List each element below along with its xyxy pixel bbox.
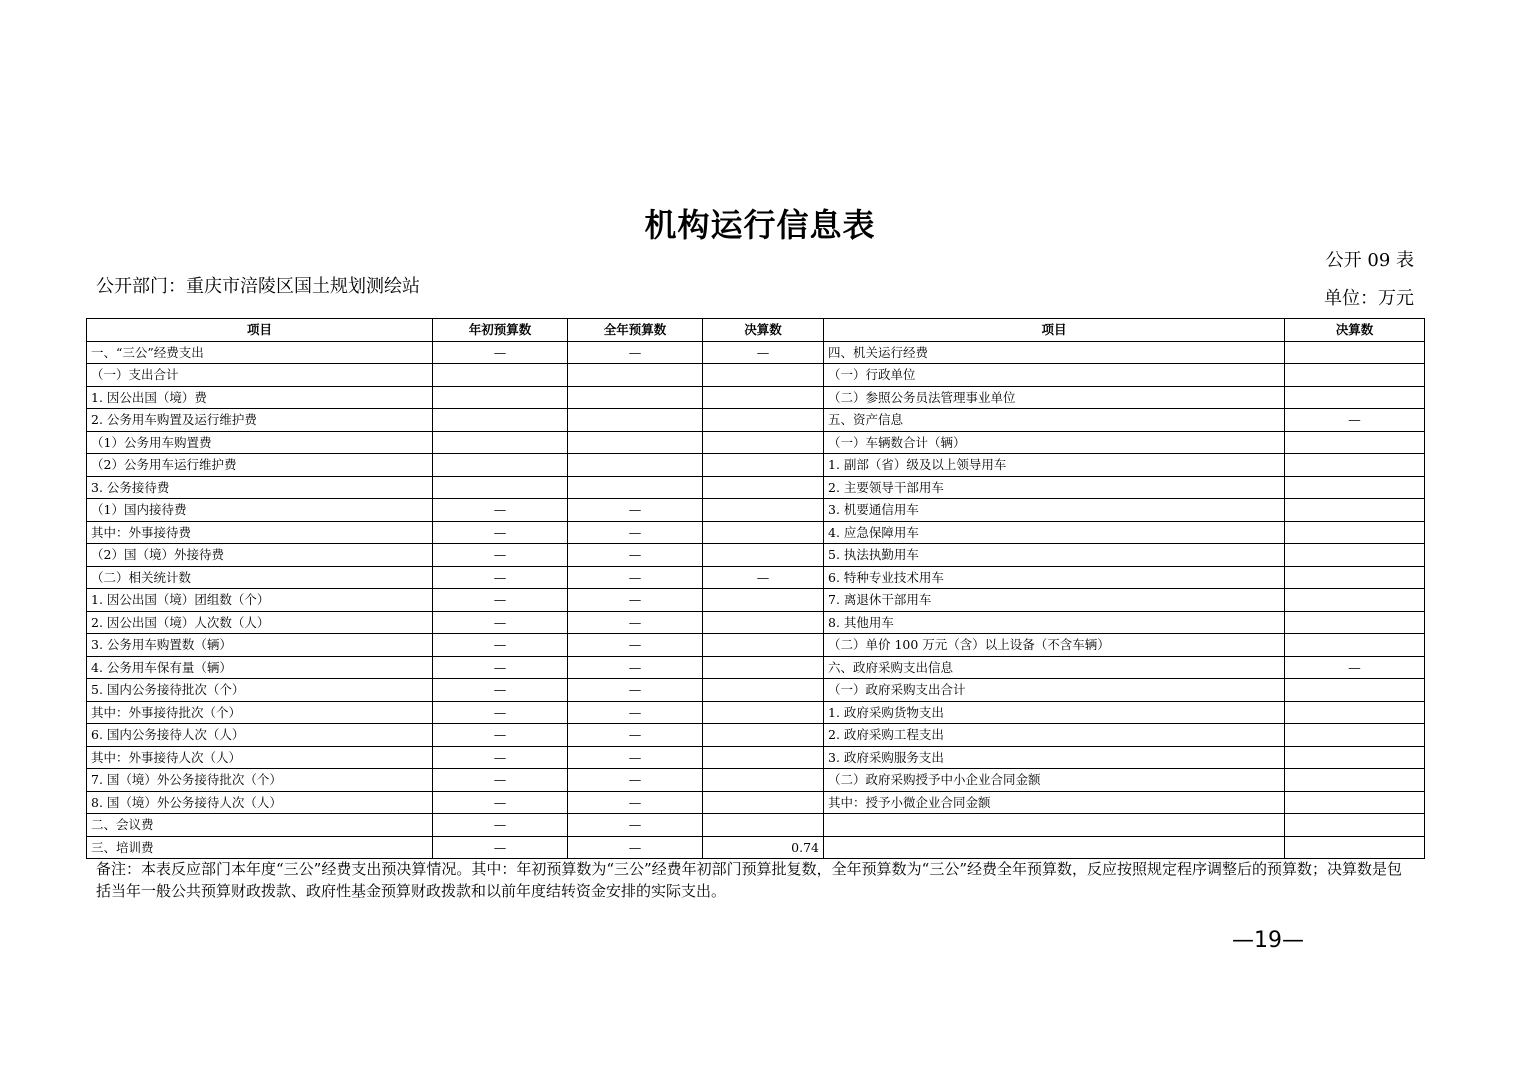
- item-right-cell: 四、机关运行经费: [824, 341, 1285, 364]
- initial-budget-cell: —: [433, 679, 568, 702]
- annual-budget-cell: [568, 454, 703, 477]
- initial-budget-cell: [433, 454, 568, 477]
- item-right-cell: 2. 主要领导干部用车: [824, 476, 1285, 499]
- annual-budget-cell: [568, 431, 703, 454]
- item-right-cell: 3. 政府采购服务支出: [824, 746, 1285, 769]
- item-right-cell: （一）政府采购支出合计: [824, 679, 1285, 702]
- item-left-cell: 5. 国内公务接待批次（个）: [87, 679, 433, 702]
- final-account-right-cell: [1285, 634, 1425, 657]
- table-row: [87, 679, 1425, 702]
- item-left-cell: 三、培训费: [87, 836, 433, 859]
- item-left-cell: （2）国（境）外接待费: [87, 544, 433, 567]
- table-row: [87, 341, 1425, 364]
- table-row: [87, 836, 1425, 859]
- final-account-left-cell: [703, 589, 824, 612]
- table-row: [87, 386, 1425, 409]
- initial-budget-cell: —: [433, 634, 568, 657]
- item-right-cell: 六、政府采购支出信息: [824, 656, 1285, 679]
- item-right-cell: [824, 814, 1285, 837]
- item-left-cell: 一、“三公”经费支出: [87, 341, 433, 364]
- item-left-cell: （1）国内接待费: [87, 499, 433, 522]
- table-row: [87, 634, 1425, 657]
- unit-label: 单位：万元: [1324, 288, 1414, 309]
- item-right-cell: 3. 机要通信用车: [824, 499, 1285, 522]
- header-item-left: 项目: [87, 319, 433, 342]
- initial-budget-cell: —: [433, 611, 568, 634]
- final-account-right-cell: [1285, 521, 1425, 544]
- initial-budget-cell: —: [433, 499, 568, 522]
- annual-budget-cell: —: [568, 836, 703, 859]
- annual-budget-cell: —: [568, 499, 703, 522]
- final-account-right-cell: [1285, 679, 1425, 702]
- final-account-right-cell: [1285, 769, 1425, 792]
- final-account-right-cell: [1285, 476, 1425, 499]
- final-account-right-cell: [1285, 791, 1425, 814]
- final-account-left-cell: [703, 409, 824, 432]
- final-account-left-cell: [703, 656, 824, 679]
- final-account-right-cell: [1285, 589, 1425, 612]
- table-row: [87, 499, 1425, 522]
- table-row: [87, 746, 1425, 769]
- item-right-cell: （一）行政单位: [824, 364, 1285, 387]
- table-row: [87, 409, 1425, 432]
- annual-budget-cell: [568, 386, 703, 409]
- table-row: [87, 476, 1425, 499]
- initial-budget-cell: [433, 431, 568, 454]
- item-right-cell: （二）单价 100 万元（含）以上设备（不含车辆）: [824, 634, 1285, 657]
- initial-budget-cell: —: [433, 746, 568, 769]
- annual-budget-cell: —: [568, 701, 703, 724]
- item-right-cell: [824, 836, 1285, 859]
- item-right-cell: 4. 应急保障用车: [824, 521, 1285, 544]
- initial-budget-cell: [433, 386, 568, 409]
- final-account-left-cell: 0.74: [703, 836, 824, 859]
- footnote: 备注：本表反应部门本年度“三公”经费支出预决算情况。其中：年初预算数为“三公”经费年初部门预算批复数，全年预算数为“三公”经费全年预算数，反应按照规定程序调整后的预算数；决算数是包括当年一般公共预算财政拨款、政府性基金预算财政拨款和以前年度结转资金安排的实际支出。: [96, 860, 1403, 900]
- info-table: [86, 318, 1425, 859]
- initial-budget-cell: —: [433, 701, 568, 724]
- final-account-left-cell: [703, 814, 824, 837]
- annual-budget-cell: —: [568, 814, 703, 837]
- final-account-left-cell: [703, 364, 824, 387]
- final-account-left-cell: [703, 544, 824, 567]
- final-account-left-cell: [703, 769, 824, 792]
- annual-budget-cell: [568, 364, 703, 387]
- item-left-cell: 其中：外事接待批次（个）: [87, 701, 433, 724]
- final-account-right-cell: [1285, 386, 1425, 409]
- final-account-left-cell: —: [703, 566, 824, 589]
- initial-budget-cell: —: [433, 769, 568, 792]
- annual-budget-cell: —: [568, 521, 703, 544]
- final-account-right-cell: [1285, 701, 1425, 724]
- item-left-cell: 7. 国（境）外公务接待批次（个）: [87, 769, 433, 792]
- table-row: [87, 544, 1425, 567]
- header-initial-budget: 年初预算数: [433, 319, 568, 342]
- item-right-cell: 2. 政府采购工程支出: [824, 724, 1285, 747]
- item-right-cell: 其中：授予小微企业合同金额: [824, 791, 1285, 814]
- final-account-right-cell: [1285, 364, 1425, 387]
- item-left-cell: 2. 因公出国（境）人次数（人）: [87, 611, 433, 634]
- initial-budget-cell: —: [433, 544, 568, 567]
- item-left-cell: 其中：外事接待人次（人）: [87, 746, 433, 769]
- annual-budget-cell: [568, 409, 703, 432]
- header-annual-budget: 全年预算数: [568, 319, 703, 342]
- table-row: [87, 589, 1425, 612]
- initial-budget-cell: [433, 364, 568, 387]
- table-row: [87, 724, 1425, 747]
- annual-budget-cell: —: [568, 544, 703, 567]
- item-right-cell: 6. 特种专业技术用车: [824, 566, 1285, 589]
- table-row: [87, 611, 1425, 634]
- item-left-cell: 二、会议费: [87, 814, 433, 837]
- item-left-cell: 其中：外事接待费: [87, 521, 433, 544]
- initial-budget-cell: [433, 409, 568, 432]
- final-account-right-cell: [1285, 499, 1425, 522]
- item-left-cell: 4. 公务用车保有量（辆）: [87, 656, 433, 679]
- final-account-left-cell: [703, 791, 824, 814]
- item-right-cell: 8. 其他用车: [824, 611, 1285, 634]
- final-account-right-cell: —: [1285, 409, 1425, 432]
- table-row: [87, 656, 1425, 679]
- header-item-right: 项目: [824, 319, 1285, 342]
- table-row: [87, 814, 1425, 837]
- item-left-cell: （二）相关统计数: [87, 566, 433, 589]
- table-row: [87, 364, 1425, 387]
- table-row: [87, 521, 1425, 544]
- final-account-right-cell: [1285, 724, 1425, 747]
- item-left-cell: 1. 因公出国（境）团组数（个）: [87, 589, 433, 612]
- annual-budget-cell: [568, 476, 703, 499]
- item-right-cell: （二）政府采购授予中小企业合同金额: [824, 769, 1285, 792]
- initial-budget-cell: —: [433, 341, 568, 364]
- final-account-right-cell: [1285, 746, 1425, 769]
- item-right-cell: 五、资产信息: [824, 409, 1285, 432]
- final-account-right-cell: [1285, 454, 1425, 477]
- item-right-cell: 1. 政府采购货物支出: [824, 701, 1285, 724]
- final-account-right-cell: [1285, 544, 1425, 567]
- final-account-left-cell: [703, 454, 824, 477]
- table-row: [87, 566, 1425, 589]
- item-left-cell: 2. 公务用车购置及运行维护费: [87, 409, 433, 432]
- form-number: 公开 09 表: [1325, 250, 1414, 271]
- initial-budget-cell: —: [433, 791, 568, 814]
- final-account-left-cell: [703, 476, 824, 499]
- final-account-right-cell: [1285, 611, 1425, 634]
- final-account-left-cell: [703, 724, 824, 747]
- table-header-row: [87, 319, 1425, 342]
- final-account-left-cell: [703, 634, 824, 657]
- item-left-cell: 3. 公务用车购置数（辆）: [87, 634, 433, 657]
- final-account-right-cell: —: [1285, 656, 1425, 679]
- item-left-cell: 8. 国（境）外公务接待人次（人）: [87, 791, 433, 814]
- item-left-cell: 6. 国内公务接待人次（人）: [87, 724, 433, 747]
- final-account-left-cell: [703, 611, 824, 634]
- initial-budget-cell: —: [433, 724, 568, 747]
- department-label: 公开部门：重庆市涪陵区国土规划测绘站: [96, 276, 420, 297]
- table-row: [87, 454, 1425, 477]
- table-row: [87, 431, 1425, 454]
- final-account-left-cell: [703, 746, 824, 769]
- initial-budget-cell: —: [433, 566, 568, 589]
- item-right-cell: （二）参照公务员法管理事业单位: [824, 386, 1285, 409]
- page-title: 机构运行信息表: [644, 206, 876, 244]
- item-left-cell: （1）公务用车购置费: [87, 431, 433, 454]
- final-account-left-cell: [703, 499, 824, 522]
- item-left-cell: 3. 公务接待费: [87, 476, 433, 499]
- initial-budget-cell: [433, 476, 568, 499]
- annual-budget-cell: —: [568, 611, 703, 634]
- annual-budget-cell: —: [568, 746, 703, 769]
- final-account-left-cell: [703, 431, 824, 454]
- final-account-left-cell: [703, 679, 824, 702]
- annual-budget-cell: —: [568, 656, 703, 679]
- annual-budget-cell: —: [568, 769, 703, 792]
- final-account-left-cell: [703, 521, 824, 544]
- annual-budget-cell: —: [568, 679, 703, 702]
- annual-budget-cell: —: [568, 634, 703, 657]
- initial-budget-cell: —: [433, 589, 568, 612]
- item-left-cell: （2）公务用车运行维护费: [87, 454, 433, 477]
- header-final-account-left: 决算数: [703, 319, 824, 342]
- item-left-cell: （一）支出合计: [87, 364, 433, 387]
- initial-budget-cell: —: [433, 656, 568, 679]
- annual-budget-cell: —: [568, 589, 703, 612]
- table-row: [87, 791, 1425, 814]
- annual-budget-cell: —: [568, 724, 703, 747]
- final-account-right-cell: [1285, 341, 1425, 364]
- item-right-cell: （一）车辆数合计（辆）: [824, 431, 1285, 454]
- annual-budget-cell: —: [568, 791, 703, 814]
- initial-budget-cell: —: [433, 836, 568, 859]
- page-number: —19—: [1232, 928, 1304, 953]
- table-row: [87, 701, 1425, 724]
- header-final-account-right: 决算数: [1285, 319, 1425, 342]
- item-right-cell: 5. 执法执勤用车: [824, 544, 1285, 567]
- final-account-left-cell: [703, 701, 824, 724]
- initial-budget-cell: —: [433, 521, 568, 544]
- table-row: [87, 769, 1425, 792]
- item-left-cell: 1. 因公出国（境）费: [87, 386, 433, 409]
- item-right-cell: 7. 离退休干部用车: [824, 589, 1285, 612]
- final-account-left-cell: [703, 386, 824, 409]
- final-account-left-cell: —: [703, 341, 824, 364]
- final-account-right-cell: [1285, 836, 1425, 859]
- annual-budget-cell: —: [568, 566, 703, 589]
- final-account-right-cell: [1285, 566, 1425, 589]
- final-account-right-cell: [1285, 431, 1425, 454]
- annual-budget-cell: —: [568, 341, 703, 364]
- final-account-right-cell: [1285, 814, 1425, 837]
- item-right-cell: 1. 副部（省）级及以上领导用车: [824, 454, 1285, 477]
- initial-budget-cell: —: [433, 814, 568, 837]
